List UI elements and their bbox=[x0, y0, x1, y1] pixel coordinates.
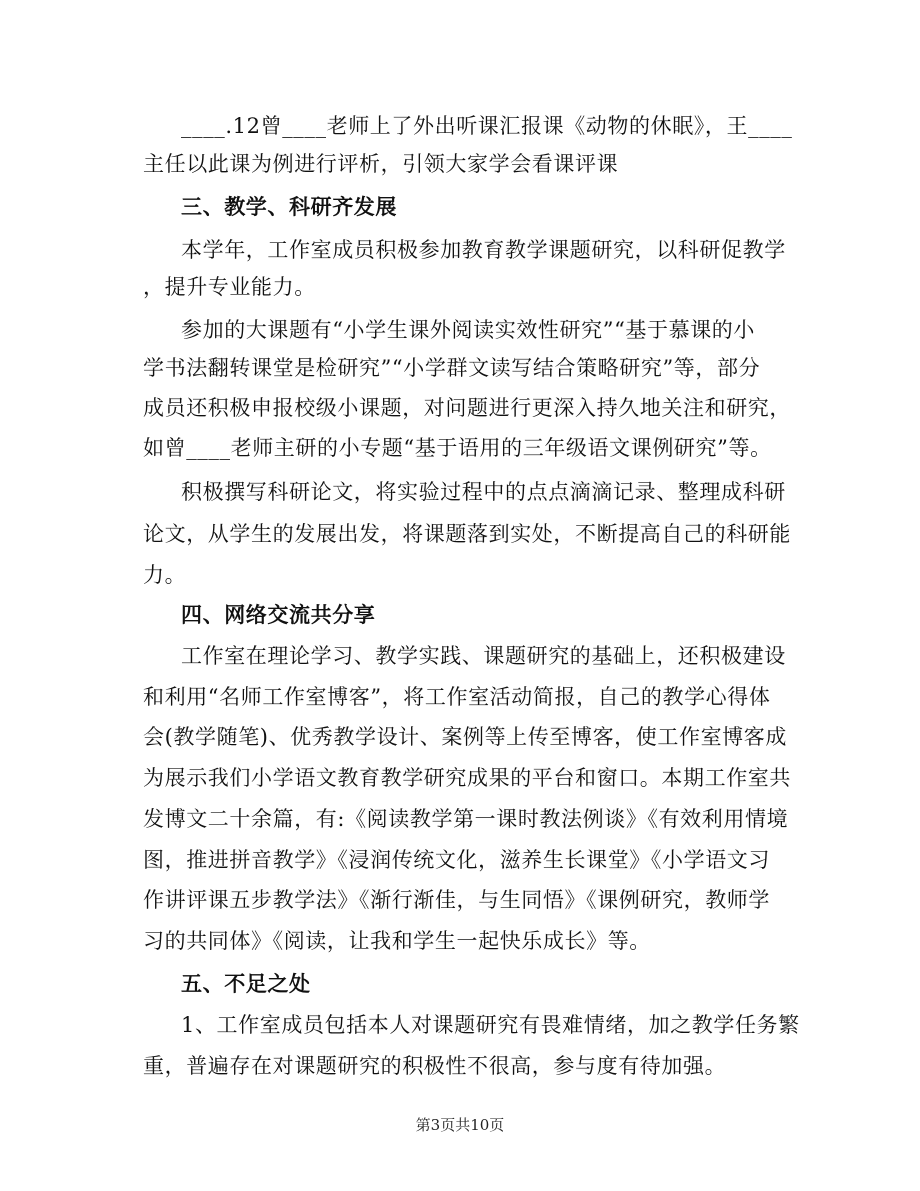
paragraph-line: 学书法翻转课堂是检研究”“小学群文读写结合策略研究”等，部分 bbox=[143, 356, 761, 380]
paragraph-line: 工作室在理论学习、教学实践、课题研究的基础上，还积极建设 bbox=[181, 644, 786, 668]
paragraph-line: 习的共同体》《阅读，让我和学生一起快乐成长》等。 bbox=[143, 929, 651, 953]
paragraph-line: ，提升专业能力。 bbox=[143, 275, 316, 299]
paragraph-line: 参加的大课题有“小学生课外阅读实效性研究”“基于慕课的小 bbox=[181, 318, 756, 342]
section-heading: 五、不足之处 bbox=[181, 971, 311, 996]
paragraph-line: 积极撰写科研论文，将实验过程中的点点滴滴记录、整理成科研 bbox=[181, 480, 786, 504]
paragraph-line: 发博文二十余篇，有:《阅读教学第一课时教法例谈》《有效利用情境 bbox=[143, 807, 789, 831]
paragraph-line: 如曾____老师主研的小专题“基于语用的三年级语文课例研究”等。 bbox=[143, 436, 772, 460]
paragraph-line: 作讲评课五步教学法》《渐行渐佳，与生同悟》《课例研究，教师学 bbox=[143, 888, 770, 912]
paragraph-line: ____.12曾____老师上了外出听课汇报课《动物的休眠》，王____ bbox=[181, 114, 793, 138]
paragraph-line: 会(教学随笔)、优秀教学设计、案例等上传至博客，使工作室博客成 bbox=[143, 725, 787, 749]
paragraph-line: 和利用“名师工作室博客”，将工作室活动简报，自己的教学心得体 bbox=[143, 685, 771, 709]
paragraph-line: 论文，从学生的发展出发，将课题落到实处，不断提高自己的科研能 bbox=[143, 522, 791, 546]
paragraph-line: 为展示我们小学语文教育教学研究成果的平台和窗口。本期工作室共 bbox=[143, 766, 791, 790]
paragraph-line: 主任以此课为例进行评析，引领大家学会看课评课 bbox=[143, 152, 619, 176]
paragraph-line: 重，普遍存在对课题研究的积极性不很高，参与度有待加强。 bbox=[143, 1054, 727, 1078]
section-heading: 四、网络交流共分享 bbox=[181, 602, 376, 627]
paragraph-line: 成员还积极申报校级小课题，对问题进行更深入持久地关注和研究， bbox=[143, 396, 791, 420]
paragraph-line: 力。 bbox=[143, 563, 187, 587]
paragraph-line: 1、工作室成员包括本人对课题研究有畏难情绪，加之教学任务繁 bbox=[181, 1013, 800, 1037]
section-heading: 三、教学、科研齐发展 bbox=[181, 194, 397, 219]
paragraph-line: 本学年，工作室成员积极参加教育教学课题研究，以科研促教学 bbox=[181, 238, 786, 262]
paragraph-line: 图，推进拼音教学》《浸润传统文化，滋养生长课堂》《小学语文习 bbox=[143, 848, 770, 872]
page-number-footer: 第3页共10页 bbox=[415, 1116, 505, 1134]
